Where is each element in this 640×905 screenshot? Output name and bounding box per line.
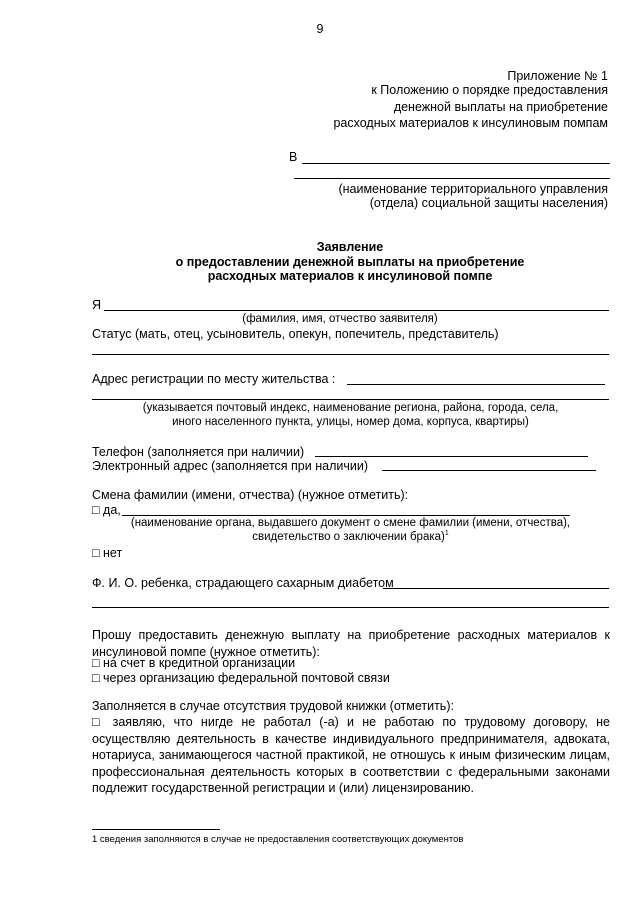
addressee-field-line-2[interactable] — [294, 178, 610, 179]
child-name-line-2[interactable] — [92, 607, 609, 608]
work-label: Заполняется в случае отсутствия трудовой книжки (отметить): — [92, 699, 454, 713]
title-line-2: о предоставлении денежной выплаты на приобретение — [175, 255, 525, 269]
child-name-line-1[interactable] — [383, 588, 609, 589]
name-change-yes-checkbox[interactable]: □ да, — [92, 503, 121, 517]
payment-option-post-checkbox[interactable]: □ через организацию федеральной почтовой связи — [92, 671, 390, 685]
addressee-caption-2: (отдела) социальной защиты населения) — [369, 196, 608, 210]
title-line-1: Заявление — [316, 240, 384, 254]
address-caption-1: (указывается почтовый индекс, наименование региона, района, города, села, — [142, 402, 559, 414]
address-caption-2: иного населенного пункта, улицы, номер дома, корпуса, квартиры) — [172, 416, 529, 428]
appendix-line-3: денежной выплаты на приобретение — [393, 100, 608, 114]
address-line-2[interactable] — [92, 399, 609, 400]
payment-option-bank-checkbox[interactable]: □ на счет в кредитной организации — [92, 656, 296, 670]
name-change-caption-2-text: свидетельство о заключении брака) — [252, 530, 445, 543]
email-field-line[interactable] — [382, 470, 596, 471]
footnote-reference: 1 — [444, 530, 449, 537]
address-line-1[interactable] — [347, 384, 605, 385]
phone-label: Телефон (заполняется при наличии) — [92, 445, 305, 459]
footnote-separator — [92, 829, 220, 830]
child-label: Ф. И. О. ребенка, страдающего сахарным диабетом — [92, 576, 394, 590]
work-declaration-checkbox-text[interactable]: □ заявляю, что нигде не работал (-а) и не работаю по трудовому договору, не осуществляю деятельность в качестве индивидуального предпринимателя, адвоката, нотариуса, занимающегося частной практикой, не отношусь к иным физическим лицам, профессиональная деятельность которых в соответствии с федеральными законами подлежит государственной регистрации и (или) лицензированию. — [92, 715, 610, 795]
applicant-status-label: Статус (мать, отец, усыновитель, опекун, попечитель, представитель) — [92, 327, 499, 341]
title-line-3: расходных материалов к инсулиновой помпе — [207, 269, 493, 283]
appendix-line-2: к Положению о порядке предоставления — [371, 83, 608, 97]
appendix-line-4: расходных материалов к инсулиновым помпам — [333, 116, 608, 130]
addressee-prefix: В — [289, 150, 298, 164]
name-change-no-checkbox[interactable]: □ нет — [92, 546, 123, 560]
addressee-caption-1: (наименование территориального управления — [338, 182, 608, 196]
footnote-text: 1 сведения заполняются в случае не предоставления соответствующих документов — [92, 834, 464, 845]
name-change-caption-1: (наименование органа, выдавшего документ о смене фамилии (имени, отчества), — [130, 517, 571, 529]
applicant-prefix: Я — [92, 298, 102, 312]
name-change-caption-2 — [92, 530, 609, 543]
applicant-status-line[interactable] — [92, 354, 609, 355]
applicant-name-line[interactable] — [104, 310, 609, 311]
applicant-caption: (фамилия, имя, отчество заявителя) — [242, 313, 438, 325]
request-text: Прошу предоставить денежную выплату на приобретение расходных материалов к инсулиновой помпе (нужное отметить): — [92, 628, 610, 659]
email-label: Электронный адрес (заполняется при наличии) — [92, 459, 368, 473]
appendix-line-1: Приложение № 1 — [507, 69, 608, 83]
name-change-label: Смена фамилии (имени, отчества) (нужное отметить): — [92, 488, 409, 502]
name-change-authority-line[interactable] — [122, 515, 570, 516]
addressee-field-line[interactable] — [302, 163, 610, 164]
page-number: 9 — [316, 22, 324, 36]
phone-field-line[interactable] — [315, 456, 588, 457]
address-label: Адрес регистрации по месту жительства : — [92, 372, 336, 386]
